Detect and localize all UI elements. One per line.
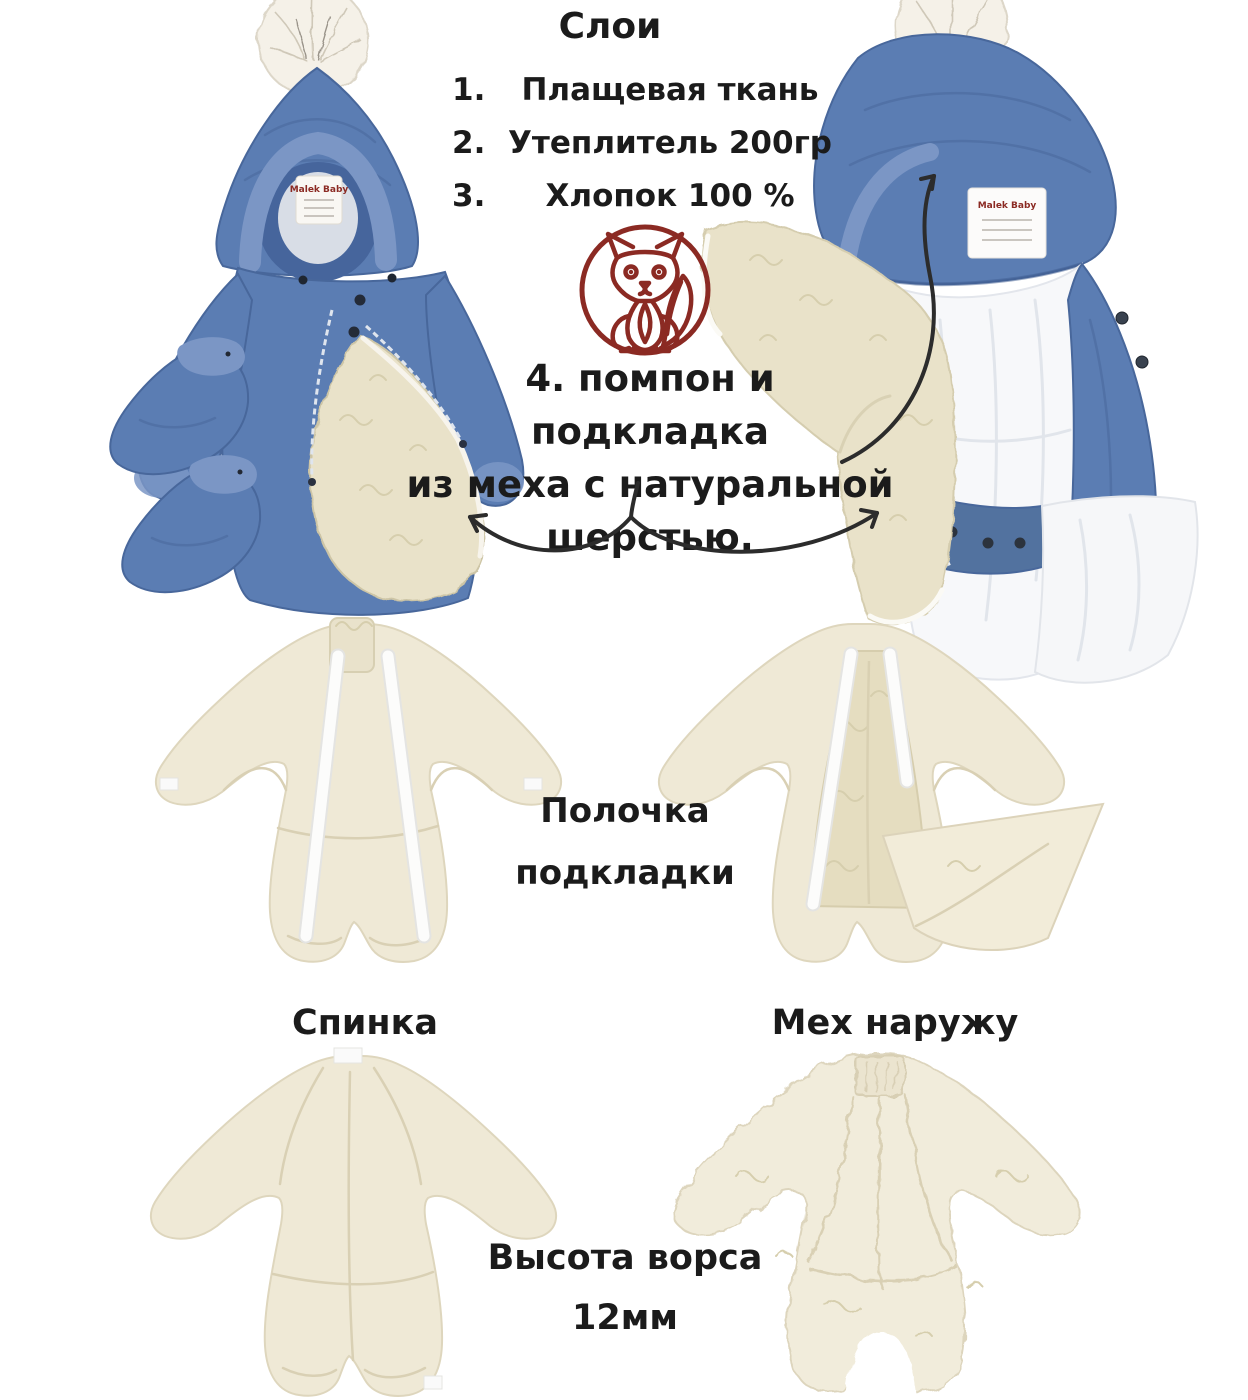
- brand-inner-label: [968, 188, 1046, 258]
- caption-pile-height: [460, 1228, 790, 1348]
- svg-text:Malek Baby: Malek Baby: [977, 201, 1037, 211]
- fur-note-line3: шерстью.: [546, 516, 754, 559]
- caption-lining-front-line1: Полочка: [540, 791, 710, 831]
- caption-pile-height-line1: Высота ворса: [487, 1238, 763, 1278]
- svg-text:Malek Baby: Malek Baby: [289, 185, 349, 195]
- fur-note-line2: из меха с натуральной: [406, 463, 894, 506]
- layer-number: 3.: [452, 178, 486, 214]
- caption-pile-height-line2: 12мм: [572, 1298, 678, 1338]
- caption-back: Спинка: [292, 1003, 438, 1043]
- layer-label: Хлопок 100 %: [545, 178, 795, 214]
- layer-number: 1.: [452, 72, 486, 108]
- layer-label: Утеплитель 200гр: [508, 125, 832, 161]
- caption-fur-outside: Мех наружу: [771, 1003, 1019, 1043]
- fur-note-line1: 4. помпон и подкладка: [525, 357, 775, 453]
- page-title: Слои: [558, 6, 662, 47]
- caption-lining-front: [480, 780, 770, 904]
- pointer-arrows: [380, 455, 900, 590]
- neck-band: [856, 1056, 904, 1096]
- caption-lining-front-line2: подкладки: [515, 853, 735, 893]
- hood: [216, 68, 418, 282]
- layer-number: 2.: [452, 125, 486, 161]
- layer-item-3: [440, 170, 870, 223]
- layer-label: Плащевая ткань: [521, 72, 819, 108]
- fox-logo-icon: [575, 220, 715, 360]
- layers-list: [440, 64, 870, 223]
- layer-item-1: [440, 64, 870, 117]
- brand-neck-label: [290, 176, 349, 224]
- layer-item-2: [440, 117, 870, 170]
